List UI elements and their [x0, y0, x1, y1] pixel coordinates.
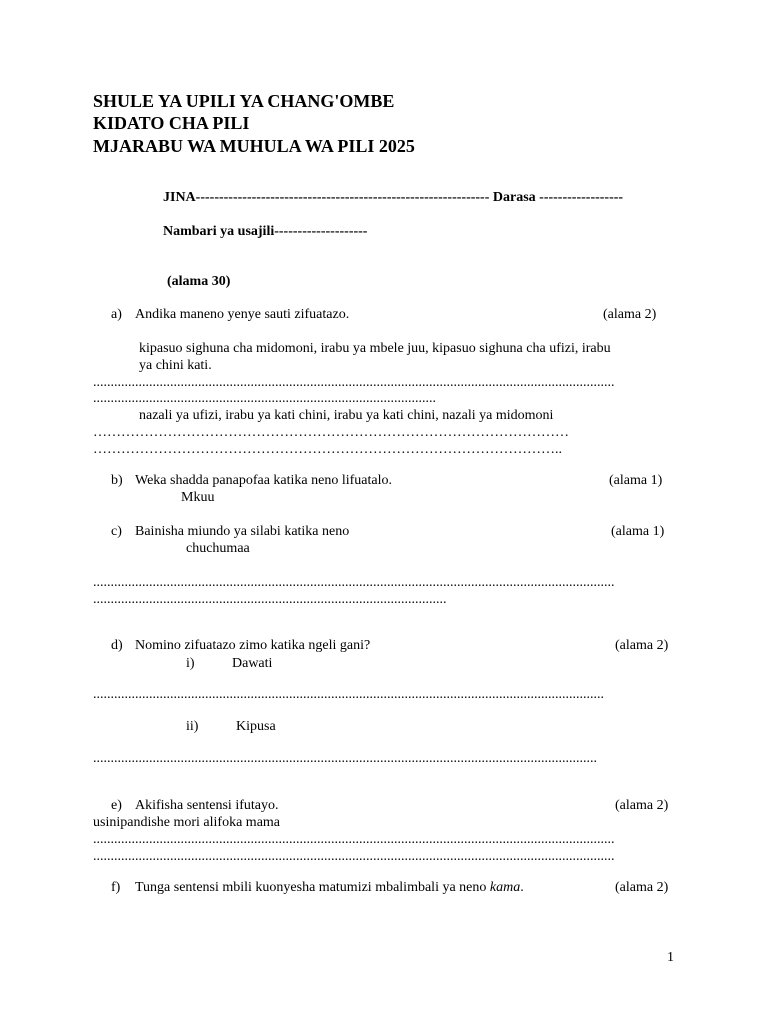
question-keyword: kama: [489, 880, 521, 895]
sound-description-1-cont: ya chini kati.: [139, 358, 212, 373]
question-letter: f): [111, 880, 121, 895]
total-marks: (alama 30): [167, 274, 231, 289]
page-number: 1: [667, 950, 674, 965]
question-letter: c): [111, 524, 122, 539]
question-d: [111, 637, 370, 654]
question-marks: (alama 2): [615, 880, 669, 895]
question-a: [111, 306, 349, 323]
question-letter: d): [111, 638, 123, 653]
noun-dawati: Dawati: [232, 656, 273, 671]
question-text: Bainisha miundo ya silabi katika neno: [135, 524, 350, 539]
sound-description-2: nazali ya ufizi, irabu ya kati chini, irabu ya kati chini, nazali ya midomoni: [139, 408, 554, 423]
question-text: Andika maneno yenye sauti zifuatazo.: [135, 307, 350, 322]
question-marks: (alama 2): [615, 638, 669, 653]
answer-line[interactable]: .....................................................................................................................................................: [93, 575, 615, 590]
sub-question-number: ii): [186, 719, 199, 734]
form-level: KIDATO CHA PILI: [93, 113, 250, 133]
question-text: Tunga sentensi mbili kuonyesha matumizi mbalimbali ya neno: [135, 880, 490, 895]
question-b: [111, 472, 392, 489]
question-marks: (alama 1): [609, 473, 663, 488]
sentence-to-punctuate: usinipandishe mori alifoka mama: [93, 815, 281, 830]
question-letter: a): [111, 307, 122, 322]
answer-line[interactable]: .....................................................................................................................................................: [93, 849, 615, 864]
question-text: Akifisha sentensi ifutayo.: [135, 798, 279, 813]
answer-line[interactable]: ………………………………………………………………………………………..: [93, 442, 562, 457]
sub-question-number: i): [186, 656, 195, 671]
registration-number-field[interactable]: Nambari ya usajili--------------------: [163, 224, 368, 239]
question-text-end: .: [520, 880, 524, 895]
question-text: Nomino zifuatazo zimo katika ngeli gani?: [135, 638, 371, 653]
answer-line[interactable]: ................................................................................................................................................: [93, 751, 597, 766]
question-f: [111, 879, 524, 896]
answer-line[interactable]: .....................................................................................................: [93, 592, 447, 607]
noun-kipusa: Kipusa: [236, 719, 276, 734]
exam-title: MJARABU WA MUHULA WA PILI 2025: [93, 136, 415, 156]
sound-description-1: kipasuo sighuna cha midomoni, irabu ya mbele juu, kipasuo sighuna cha ufizi, irabu: [139, 341, 611, 356]
question-e: [111, 797, 278, 814]
question-c: [111, 523, 349, 540]
question-marks: (alama 1): [611, 524, 665, 539]
word-mkuu: Mkuu: [181, 490, 215, 505]
question-marks: (alama 2): [603, 307, 657, 322]
question-text: Weka shadda panapofaa katika neno lifuatalo.: [135, 473, 392, 488]
answer-line[interactable]: .....................................................................................................................................................: [93, 375, 615, 390]
answer-line[interactable]: ..................................................................................................................................................: [93, 687, 604, 702]
name-class-field[interactable]: JINA--------------------------------------------------------------- Darasa ------------------: [163, 190, 624, 205]
answer-line[interactable]: ..................................................................................................: [93, 391, 436, 406]
answer-line[interactable]: .....................................................................................................................................................: [93, 832, 615, 847]
school-name: SHULE YA UPILI YA CHANG'OMBE: [93, 91, 395, 111]
question-letter: b): [111, 473, 123, 488]
word-chuchumaa: chuchumaa: [186, 541, 250, 556]
question-letter: e): [111, 798, 122, 813]
answer-line[interactable]: …………………………………………………………………………………………: [93, 425, 569, 440]
question-marks: (alama 2): [615, 798, 669, 813]
